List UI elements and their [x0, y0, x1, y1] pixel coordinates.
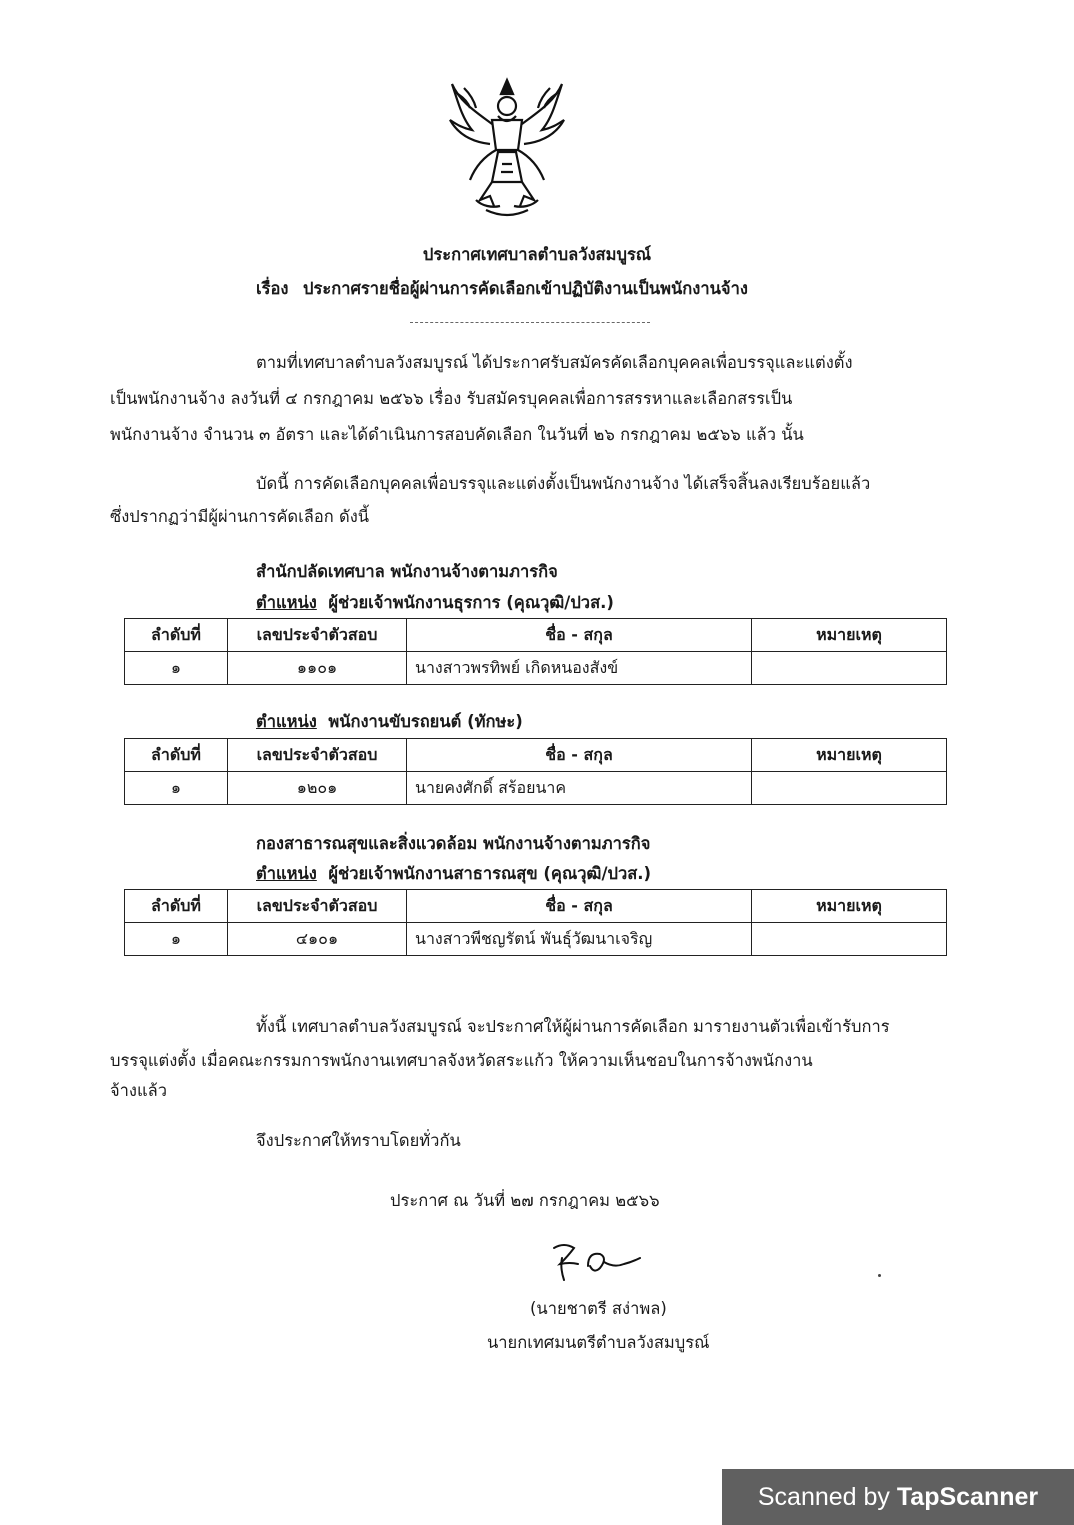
- garuda-emblem-icon: [446, 72, 568, 222]
- table-header-row: [125, 739, 947, 772]
- section3-department: กองสาธารณสุขและสิ่งแวดล้อม พนักงานจ้างตามภารกิจ: [256, 834, 651, 853]
- closing-line: จึงประกาศให้ทราบโดยทั่วกัน: [256, 1131, 461, 1150]
- section3-position-label: ตำแหน่ง: [256, 864, 317, 883]
- section1-department: สำนักปลัดเทศบาล พนักงานจ้างตามภารกิจ: [256, 562, 558, 581]
- signer-title: นายกเทศมนตรีตำบลวังสมบูรณ์: [487, 1333, 710, 1352]
- section2-position-label: ตำแหน่ง: [256, 712, 317, 731]
- row-no: ๑: [125, 923, 228, 956]
- table-row: [125, 772, 947, 805]
- section1-position: ผู้ช่วยเจ้าพนักงานธุรการ (คุณวุฒิ/ปวส.): [328, 593, 614, 612]
- row-exam-id: ๑๑๐๑: [228, 652, 407, 685]
- title-divider: [410, 322, 650, 323]
- section3-table: [124, 889, 947, 956]
- para1-line1: ตามที่เทศบาลตำบลวังสมบูรณ์ ได้ประกาศรับสมัครคัดเลือกบุคคลเพื่อบรรจุและแต่งตั้ง: [256, 353, 853, 372]
- header-note: หมายเหตุ: [752, 619, 947, 652]
- row-name: นางสาวพรทิพย์ เกิดหนองสังข์: [407, 652, 752, 685]
- header-note: หมายเหตุ: [752, 890, 947, 923]
- row-note: [752, 772, 947, 805]
- section2-table: [124, 738, 947, 805]
- row-no: ๑: [125, 772, 228, 805]
- subject-label: เรื่อง: [256, 279, 289, 298]
- header-name: ชื่อ - สกุล: [407, 619, 752, 652]
- scan-speck: [878, 1274, 881, 1277]
- row-name: นางสาวพีชญรัตน์ พันธุ์วัฒนาเจริญ: [407, 923, 752, 956]
- row-note: [752, 652, 947, 685]
- para1-line2: เป็นพนักงานจ้าง ลงวันที่ ๔ กรกฎาคม ๒๕๖๖ เรื่อง รับสมัครบุคคลเพื่อการสรรหาและเลือกสรรเป็น: [110, 389, 793, 408]
- section1-table: [124, 618, 947, 685]
- header-exam-id: เลขประจำตัวสอบ: [228, 739, 407, 772]
- para3-line2: บรรจุแต่งตั้ง เมื่อคณะกรรมการพนักงานเทศบาลจังหวัดสระแก้ว ให้ความเห็นชอบในการจ้างพนักงาน: [110, 1051, 813, 1070]
- header-name: ชื่อ - สกุล: [407, 890, 752, 923]
- section3-position-line: [256, 863, 651, 885]
- para3-line1: ทั้งนี้ เทศบาลตำบลวังสมบูรณ์ จะประกาศให้ผู้ผ่านการคัดเลือก มารายงานตัวเพื่อเข้ารับการ: [256, 1017, 890, 1036]
- row-no: ๑: [125, 652, 228, 685]
- para1-line3: พนักงานจ้าง จำนวน ๓ อัตรา และได้ดำเนินการสอบคัดเลือก ในวันที่ ๒๖ กรกฎาคม ๒๕๖๖ แล้ว นั้น: [110, 425, 804, 444]
- header-note: หมายเหตุ: [752, 739, 947, 772]
- table-row: [125, 652, 947, 685]
- org-title: ประกาศเทศบาลตำบลวังสมบูรณ์: [422, 245, 652, 264]
- announce-date: ประกาศ ณ วันที่ ๒๗ กรกฎาคม ๒๕๖๖: [390, 1191, 660, 1210]
- table-row: [125, 923, 947, 956]
- table-header-row: [125, 619, 947, 652]
- section2-position-line: [256, 711, 523, 733]
- section2-position: พนักงานขับรถยนต์ (ทักษะ): [328, 712, 523, 731]
- header-no: ลำดับที่: [125, 890, 228, 923]
- watermark-text: Scanned by: [757, 1483, 897, 1511]
- header-no: ลำดับที่: [125, 739, 228, 772]
- subject-text: ประกาศรายชื่อผู้ผ่านการคัดเลือกเข้าปฏิบัติงานเป็นพนักงานจ้าง: [303, 279, 748, 298]
- signer-name: (นายชาตรี สง่าพล): [530, 1299, 667, 1318]
- header-name: ชื่อ - สกุล: [407, 739, 752, 772]
- section1-position-label: ตำแหน่ง: [256, 593, 317, 612]
- row-exam-id: ๑๒๐๑: [228, 772, 407, 805]
- header-exam-id: เลขประจำตัวสอบ: [228, 619, 407, 652]
- table-header-row: [125, 890, 947, 923]
- para2-line1: บัดนี้ การคัดเลือกบุคคลเพื่อบรรจุและแต่งตั้งเป็นพนักงานจ้าง ได้เสร็จสิ้นลงเรียบร้อยแล้ว: [256, 474, 871, 493]
- header-no: ลำดับที่: [125, 619, 228, 652]
- para3-line3: จ้างแล้ว: [110, 1081, 168, 1100]
- handwritten-signature-icon: [548, 1238, 644, 1284]
- row-note: [752, 923, 947, 956]
- section1-position-line: [256, 592, 614, 614]
- row-exam-id: ๔๑๐๑: [228, 923, 407, 956]
- header-exam-id: เลขประจำตัวสอบ: [228, 890, 407, 923]
- scanner-watermark: [722, 1469, 1074, 1525]
- para2-line2: ซึ่งปรากฏว่ามีผู้ผ่านการคัดเลือก ดังนี้: [110, 507, 370, 526]
- section3-position: ผู้ช่วยเจ้าพนักงานสาธารณสุข (คุณวุฒิ/ปวส.): [328, 864, 652, 883]
- row-name: นายคงศักดิ์ สร้อยนาค: [407, 772, 752, 805]
- watermark-brand: TapScanner: [896, 1483, 1039, 1511]
